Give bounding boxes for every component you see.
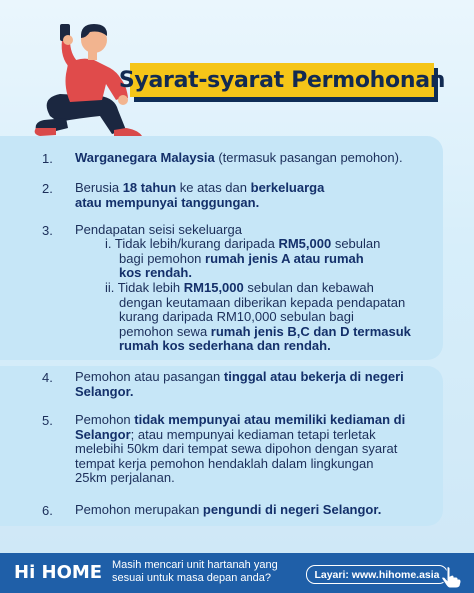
requirement-item [75,503,381,518]
text-line [75,457,405,472]
text: 25km perjalanan. [75,470,175,485]
text: ke atas dan [176,180,251,195]
text: sebulan dan kebawah [243,280,374,295]
item-number: 4. [42,370,53,385]
text: i. Tidak lebih/kurang daripada [105,236,279,251]
text-line [105,296,411,311]
requirement-item [75,151,403,166]
item-number: 6. [42,503,53,518]
tagline-line: sesuai untuk masa depan anda? [112,572,272,584]
bold-text: RM15,000 [183,280,244,295]
text: pemohon sewa [119,323,211,339]
text: (termasuk pasangan pemohon). [214,150,403,165]
text: bagi pemohon [119,250,206,266]
bold-text: tidak mempunyai atau memiliki kediaman di [134,412,406,427]
text-line [105,339,411,354]
requirement-item [75,370,404,399]
footer-bar [0,553,474,593]
text-line [75,428,405,443]
text-line [105,237,380,252]
text: ii. Tidak lebih [105,280,184,295]
bold-text: Selangor [75,426,131,442]
bold-text: RM5,000 [278,236,332,251]
text: Pemohon atau pasangan [75,369,224,384]
requirement-item [75,181,324,210]
text-line [75,413,405,428]
text-line [75,181,324,196]
text: Pemohon merupakan [75,502,203,517]
bold-text: pengundi di negeri Selangor. [202,502,382,517]
text-line [75,471,405,486]
bold-text: rumah jenis B,C dan D termasuk [210,323,411,339]
text-line [75,385,404,400]
text-line [105,310,411,325]
bold-text: tinggal atau bekerja di negeri [223,369,404,384]
income-subitem [105,281,411,354]
text: Pemohon [75,412,135,427]
title-banner [118,63,446,97]
bold-text: Warganegara Malaysia [75,150,215,165]
bold-text: Selangor. [75,383,134,399]
text: Pendapatan seisi sekeluarga [75,222,242,237]
brand-logo[interactable]: Hi HOME [14,562,103,583]
item-number: 5. [42,413,53,428]
text: dengan keutamaan diberikan kepada pendapatan [119,294,406,310]
income-subitem [105,237,380,281]
item-number: 2. [42,181,53,196]
text-line [105,325,411,340]
text: tempat kerja pemohon hendaklah dalam lingkungan [75,455,374,471]
item-number: 3. [42,223,53,238]
text: melebihi 50km dari tempat sewa dipohon dengan syarat [75,441,398,456]
bold-text: kos rendah. [119,265,192,280]
text: sebulan [331,236,381,251]
hand-cursor-icon [440,565,462,589]
bold-text: 18 tahun [122,180,177,195]
bold-text: rumah jenis A atau rumah [205,250,364,266]
text-line [75,442,405,457]
footer-tagline [112,559,278,585]
text-line [75,503,381,518]
tagline-line: Masih mencari unit hartanah yang [112,559,278,571]
bold-text: berkeluarga [250,180,325,195]
text-line [105,252,380,267]
bold-text: rumah kos sederhana dan rendah. [119,338,331,353]
item-number: 1. [42,151,53,166]
text: ; atau mempunyai kediaman tetapi terletak [130,426,376,442]
visit-website-link[interactable]: Layari: www.hihome.asia [306,565,448,584]
text-line [75,370,404,385]
bold-text: atau mempunyai tanggungan. [75,194,260,210]
page-title: Syarat-syarat Permohonan [118,67,446,93]
requirement-item [75,413,405,486]
text: kurang daripada RM10,000 sebulan bagi [119,309,354,324]
text-line [105,266,380,281]
text-line [75,196,324,211]
text-line [75,151,403,166]
text: Berusia [75,180,123,195]
text-line [105,281,411,296]
